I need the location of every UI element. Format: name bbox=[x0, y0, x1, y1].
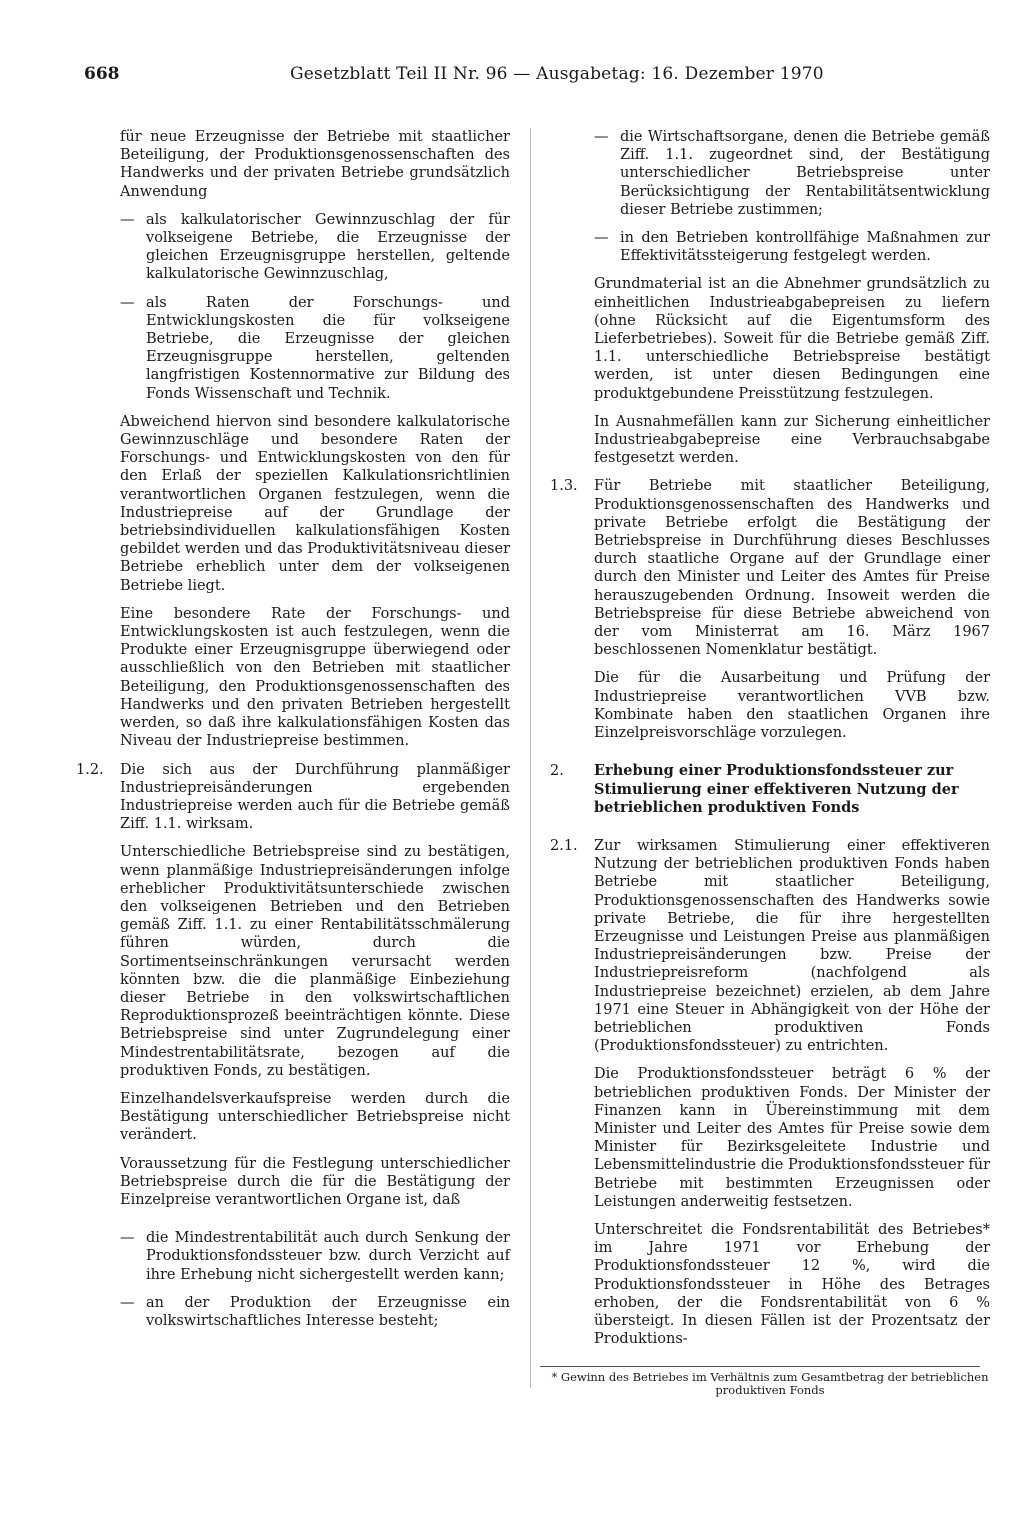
section-title: Erhebung einer Produktionsfondssteuer zur Stimulierung einer effektiveren Nutzung der betrieblichen produktiven Fonds bbox=[594, 762, 959, 816]
dash-item bbox=[120, 1229, 510, 1284]
paragraph: In Ausnahmefällen kann zur Sicherung einheitlicher Industrieabgabepreise eine Verbrauchsabgabe festgesetzt werden. bbox=[594, 413, 990, 467]
page-header bbox=[84, 64, 984, 94]
dash-marker: — bbox=[594, 230, 609, 247]
paragraph: Grundmaterial ist an die Abnehmer grundsätzlich zu einheitlichen Industrieabgabepreisen zu liefern (ohne Rücksicht auf die Eigentumsform des Lieferbetriebes). Soweit für die Betriebe gemäß Ziff. 1.1. unterschiedliche Betriebspreise bestätigt werden, ist unter diesen Bedingungen eine produktgebundene Preisstützung festzulegen. bbox=[594, 276, 990, 402]
dash-item-text: die Mindestrentabilität auch durch Senkung der Produktionsfondssteuer bzw. durch Verzicht auf ihre Erhebung nicht sichergestellt werden kann; bbox=[146, 1230, 510, 1283]
section-number: 1.2. bbox=[76, 761, 104, 778]
dash-item bbox=[120, 211, 510, 284]
right-column bbox=[550, 128, 990, 1368]
paragraph: Zur wirksamen Stimulierung einer effektiveren Nutzung der betrieblichen produktiven Fonds haben Betriebe mit staatlicher Beteiligung, Produktionsgenossenschaften des Handwerks sowie private Betriebe, die für ihre hergestellten Erzeugnisse und Leistungen Preise aus planmäßigen Industriepreisänderungen bzw. Preise der Industriepreisreform (nachfolgend als Industriepreise bezeichnet) erzielen, ab dem Jahre 1971 eine Steuer in Abhängigkeit von der Höhe der betrieblichen produktiven Fonds (Produktionsfondssteuer) zu entrichten. bbox=[594, 837, 990, 1055]
dash-item bbox=[120, 1294, 510, 1330]
dash-item-text: in den Betrieben kontrollfähige Maßnahmen zur Effektivitätssteigerung festgelegt werden. bbox=[620, 230, 990, 265]
page-number: 668 bbox=[84, 64, 120, 84]
section-1-3 bbox=[550, 477, 990, 752]
dash-marker: — bbox=[120, 1230, 135, 1247]
section-1-2 bbox=[76, 761, 510, 1220]
paragraph: Voraussetzung für die Festlegung unterschiedlicher Betriebspreise durch die für die Bestätigung der Einzelpreise verantwortlichen Organe ist, daß bbox=[120, 1155, 510, 1208]
dash-item bbox=[120, 294, 510, 403]
paragraph: Die Produktionsfondssteuer beträgt 6 % der betrieblichen produktiven Fonds. Der Minister der Finanzen kann in Übereinstimmung mit dem Minister und Leiter des Amtes für Preise sowie dem Minister für Bezirksgeleitete Industrie und Lebensmittelindustrie die Produktionsfondssteuer für Betriebe mit bestimmten Erzeugnissen oder Leistungen anderweitig festsetzen. bbox=[594, 1066, 990, 1210]
dash-marker: — bbox=[594, 129, 609, 145]
section-number: 2. bbox=[550, 763, 564, 780]
paragraph: Die sich aus der Durchführung planmäßiger Industriepreisänderungen ergebenden Industriepreise werden auch für die Betriebe gemäß Ziff. 1.1. wirksam. bbox=[120, 761, 510, 833]
dash-marker: — bbox=[120, 211, 135, 228]
footnote-rule bbox=[540, 1366, 980, 1367]
section-2 bbox=[550, 762, 990, 827]
dash-item bbox=[594, 128, 990, 219]
footnote bbox=[540, 1366, 1000, 1397]
column-divider bbox=[530, 128, 531, 1388]
section-number: 1.3. bbox=[550, 478, 578, 495]
dash-item-text: an der Produktion der Erzeugnisse ein volkswirtschaftliches Interesse besteht; bbox=[146, 1294, 510, 1329]
dash-marker: — bbox=[120, 1294, 135, 1311]
paragraph: Die für die Ausarbeitung und Prüfung der Industriepreise verantwortlichen VVB bzw. Kombinate haben den staatlichen Organen ihre Einzelpreisvorschläge vorzulegen. bbox=[594, 670, 990, 742]
dash-item-text: als Raten der Forschungs- und Entwicklungskosten die für volkseigene Betriebe, die Erzeugnisse der gleichen Erzeugnisgruppe herstellen, geltenden langfristigen Kostennormative zur Bildung des Fonds Wissenschaft und Technik. bbox=[146, 294, 510, 402]
section-number: 2.1. bbox=[550, 837, 578, 854]
dash-item bbox=[594, 229, 990, 265]
dash-item-text: die Wirtschaftsorgane, denen die Betriebe gemäß Ziff. 1.1. zugeordnet sind, der Bestätigung unterschiedlicher Betriebspreise unter Berücksichtigung der Rentabilitätsentwicklung dieser Betriebe zustimmen; bbox=[620, 129, 990, 218]
left-column bbox=[76, 128, 510, 1340]
running-head: Gesetzblatt Teil II Nr. 96 — Ausgabetag: 16. Dezember 1970 bbox=[290, 64, 824, 84]
footnote-text: * Gewinn des Betriebes im Verhältnis zum Gesamtbetrag der betrieblichen produktiven Fonds bbox=[551, 1370, 989, 1397]
paragraph: Eine besondere Rate der Forschungs- und Entwicklungskosten ist auch festzulegen, wenn die Produkte einer Erzeugnisgruppe überwiegend oder ausschließlich von den Betrieben mit staatlicher Beteiligung, den Produktionsgenossenschaften des Handwerks und den privaten Betrieben hergestellt werden, so daß ihre kalkulationsfähigen Kosten das Niveau der Industriepreise bestimmen. bbox=[120, 605, 510, 750]
paragraph: für neue Erzeugnisse der Betriebe mit staatlicher Beteiligung, der Produktionsgenossenschaften des Handwerks und der privaten Betriebe grundsätzlich Anwendung bbox=[120, 129, 510, 200]
section-2-1 bbox=[550, 837, 990, 1358]
paragraph: Unterschreitet die Fondsrentabilität des Betriebes* im Jahre 1971 vor Erhebung der Produktionsfondssteuer 12 %, wird die Produktionsfondssteuer in Höhe des Betrages erhoben, der die Fondsrentabilität von 6 % übersteigt. In diesen Fällen ist der Prozentsatz der Produktions- bbox=[594, 1221, 990, 1348]
dash-item-text: als kalkulatorischer Gewinnzuschlag der für volkseigene Betriebe, die Erzeugnisse der gleichen Erzeugnisgruppe herstellen, geltende kalkulatorische Gewinnzuschlag, bbox=[146, 211, 510, 283]
paragraph: Abweichend hiervon sind besondere kalkulatorische Gewinnzuschläge und besondere Raten der Forschungs- und Entwicklungskosten von den für den Erlaß der speziellen Kalkulationsrichtlinien verantwortlichen Organen festzulegen, wenn die Industriepreise auf der Grundlage der betriebsindividuellen kalkulationsfähigen Kosten gebildet werden und das Produktivitätsniveau dieser Betriebe erheblich unter dem der volkseigenen Betriebe liegt. bbox=[120, 413, 510, 594]
paragraph: Einzelhandelsverkaufspreise werden durch die Bestätigung unterschiedlicher Betriebspreise nicht verändert. bbox=[120, 1090, 510, 1144]
paragraph: Für Betriebe mit staatlicher Beteiligung, Produktionsgenossenschaften des Handwerks und private Betriebe erfolgt die Bestätigung der Betriebspreise in Durchführung dieses Beschlusses durch staatliche Organe auf der Grundlage einer durch den Minister und Leiter des Amtes für Preise herauszugebenden Ordnung. Insoweit werden die Betriebspreise für diese Betriebe abweichend von der vom Ministerrat am 16. März 1967 beschlossenen Nomenklatur bestätigt. bbox=[594, 478, 990, 659]
paragraph: Unterschiedliche Betriebspreise sind zu bestätigen, wenn planmäßige Industriepreisänderungen infolge erheblicher Produktivitätsunterschiede zwischen den volkseigenen Betrieben und den Betrieben gemäß Ziff. 1.1. zu einer Rentabilitätsschmälerung führen würden, durch die Sortimentseinschränkungen verursacht werden könnten bzw. die die planmäßige Einbeziehung dieser Betriebe in den volkswirtschaftlichen Reproduktionsprozeß beeinträchtigen könnte. Diese Betriebspreise sind unter Zugrundelegung einer Mindestrentabilitätsrate, bezogen auf die produktiven Fonds, zu bestätigen. bbox=[120, 844, 510, 1079]
dash-marker: — bbox=[120, 294, 135, 311]
